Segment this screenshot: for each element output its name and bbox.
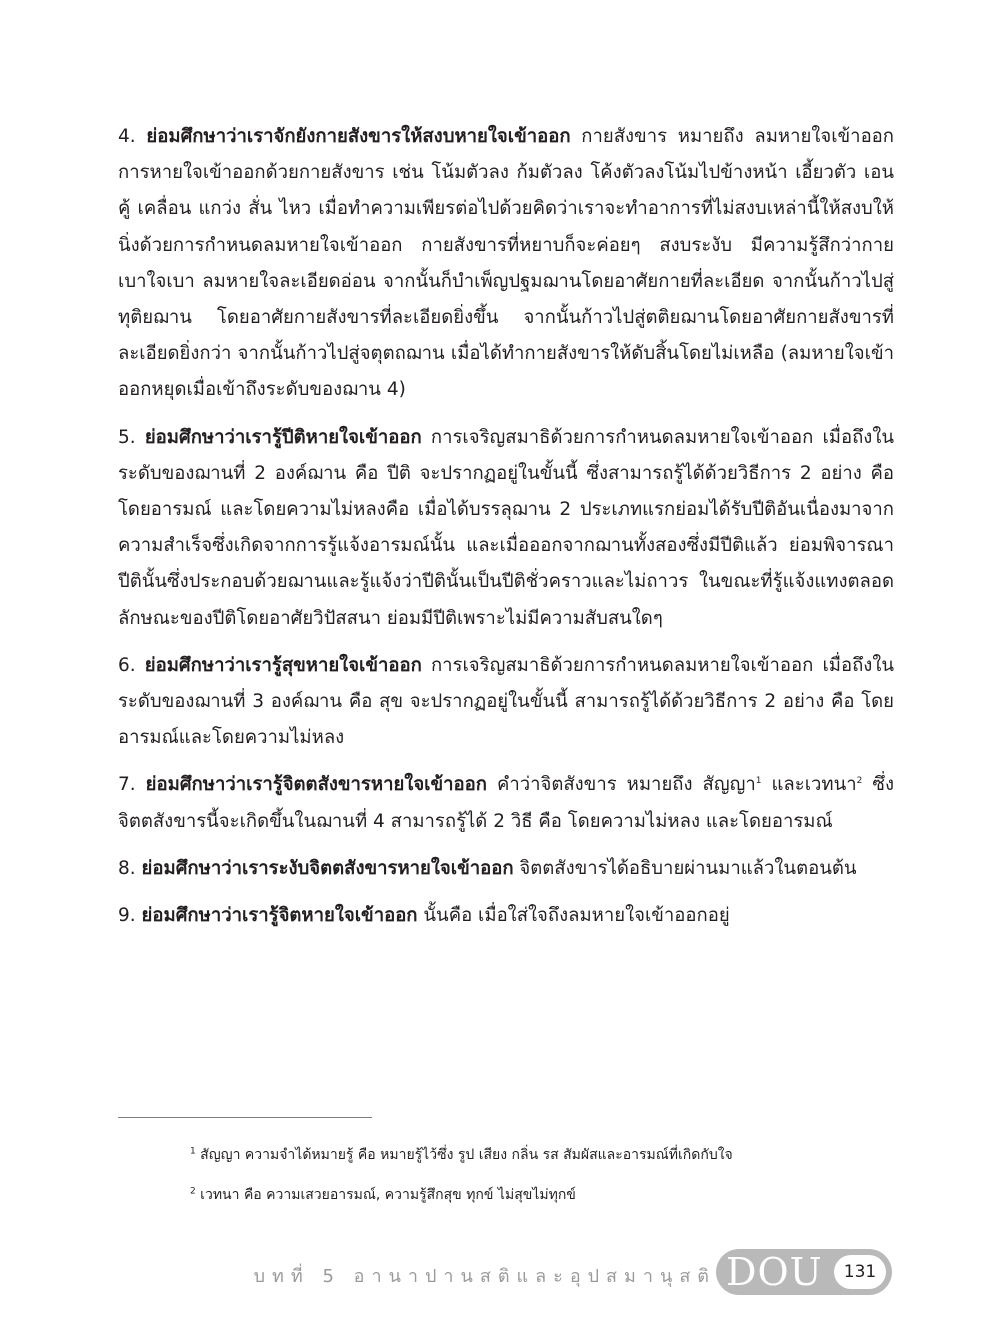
paragraph-number: 9. [118, 905, 136, 927]
paragraph-text: คำว่าจิตสังขาร หมายถึง สัญญา [486, 774, 756, 796]
footnote-ref-2[interactable]: 2 [856, 776, 863, 787]
footnote-ref-1[interactable]: 1 [755, 776, 762, 787]
paragraph-number: 8. [118, 857, 136, 879]
paragraph-heading: ย่อมศึกษาว่าเรารู้ปีติหายใจเข้าออก [144, 426, 422, 448]
footnotes [190, 1146, 890, 1226]
paragraph-text: การเจริญสมาธิด้วยการกำหนดลมหายใจเข้าออก เมื่อถึงในระดับของฌานที่ 3 องค์ฌาน คือ สุข จะปรากฏอยู่ในขั้นนี้ สามารถรู้ได้ด้วยวิธีการ 2 อย่าง คือ โดยอารมณ์และโดยความไม่หลง [118, 654, 894, 749]
paragraph-5 [118, 420, 894, 637]
page-footer [0, 1243, 1000, 1299]
paragraph-heading: ย่อมศึกษาว่าเรารู้จิตหายใจเข้าออก [141, 905, 418, 927]
paragraph-heading: ย่อมศึกษาว่าเรารู้สุขหายใจเข้าออก [144, 654, 422, 676]
footnote-mark: 1 [190, 1146, 196, 1157]
paragraph-number: 7. [118, 774, 136, 796]
paragraph-6 [118, 648, 894, 757]
paragraph-text: การเจริญสมาธิด้วยการกำหนดลมหายใจเข้าออก เมื่อถึงในระดับของฌานที่ 2 องค์ฌาน คือ ปีติ จะปรากฏอยู่ในขั้นนี้ ซึ่งสามารถรู้ได้ด้วยวิธีการ 2 อย่าง คือ โดยอารมณ์ และโดยความไม่หลงคือ เมื่อได้บรรลุฌาน 2 ประเภทแรกย่อมได้รับปีติอันเนื่องมาจากความสำเร็จซึ่งเกิดจากการรู้แจ้งอารมณ์นั้น และเมื่อออกจากฌานทั้งสองซึ่งมีปีติแล้ว ย่อมพิจารณาปีตินั้นซึ่งประกอบด้วยฌานและรู้แจ้งว่าปีตินั้นเป็นปีติชั่วคราวและไม่ถาวร ในขณะที่รู้แจ้งแทงตลอดลักษณะของปีติโดยอาศัยวิปัสสนา ย่อมมีปีติเพราะไม่มีความสับสนใดๆ [118, 426, 894, 629]
page-number: 131 [834, 1255, 886, 1289]
paragraph-8 [118, 851, 894, 887]
dou-logo: DOU [726, 1250, 823, 1294]
page-badge [716, 1249, 892, 1295]
paragraph-7 [118, 767, 894, 839]
paragraph-text: และเวทนา [761, 774, 857, 796]
page-body [118, 119, 894, 945]
paragraph-4 [118, 119, 894, 409]
footnote-text: เวทนา คือ ความเสวยอารมณ์, ความรู้สึกสุข ทุกข์ ไม่สุขไม่ทุกข์ [195, 1187, 576, 1203]
paragraph-heading: ย่อมศึกษาว่าเรารู้จิตตสังขารหายใจเข้าออก [145, 774, 487, 796]
footnote-mark: 2 [190, 1186, 196, 1197]
paragraph-text: จิตตสังขารได้อธิบายผ่านมาแล้วในตอนต้น [513, 857, 857, 879]
paragraph-text: กายสังขาร หมายถึง ลมหายใจเข้าออก การหายใจเข้าออกด้วยกายสังขาร เช่น โน้มตัวลง ก้มตัวลง โค้งตัวลงโน้มไปข้างหน้า เอี้ยวตัว เอน คู้ เคลื่อน แกว่ง สั่น ไหว เมื่อทำความเพียรต่อไปด้วยคิดว่าเราจะทำอาการที่ไม่สงบเหล่านี้ให้สงบให้นิ่งด้วยการกำหนดลมหายใจเข้าออก กายสังขารที่หยาบก็จะค่อยๆ สงบระงับ มีความรู้สึกว่ากายเบาใจเบา ลมหายใจละเอียดอ่อน จากนั้นก็บำเพ็ญปฐมฌานโดยอาศัยกายที่ละเอียด จากนั้นก้าวไปสู่ทุติยฌาน โดยอาศัยกายสังขารที่ละเอียดยิ่งขึ้น จากนั้นก้าวไปสู่ตติยฌานโดยอาศัยกายสังขารที่ละเอียดยิ่งกว่า จากนั้นก้าวไปสู่จตุตถฌาน เมื่อได้ทำกายสังขารให้ดับสิ้นโดยไม่เหลือ (ลมหายใจเข้าออกหยุดเมื่อเข้าถึงระดับของฌาน 4) [118, 126, 894, 401]
paragraph-number: 5. [118, 426, 136, 448]
paragraph-heading: ย่อมศึกษาว่าเราจักยังกายสังขารให้สงบหายใจเข้าออก [146, 126, 571, 147]
paragraph-number: 6. [118, 654, 136, 676]
footnote-2 [190, 1186, 890, 1204]
footnote-divider [118, 1117, 372, 1118]
paragraph-text: นั้นคือ เมื่อใส่ใจถึงลมหายใจเข้าออกอยู่ [417, 905, 730, 927]
paragraph-9 [118, 898, 894, 934]
footnote-1 [190, 1146, 890, 1164]
footnote-text: สัญญา ความจำได้หมายรู้ คือ หมายรู้ไว้ซึ่ง รูป เสียง กลิ่น รส สัมผัสและอารมณ์ที่เกิดกับใจ [195, 1147, 733, 1163]
paragraph-text: ซึ่งจิตตสังขารนี้จะเกิดขึ้นในฌานที่ 4 สามารถรู้ได้ 2 วิธี คือ โดยความไม่หลง และโดยอารมณ์ [118, 774, 894, 832]
chapter-title: บทที่ 5 อานาปานสติและอุปสมานุสติ [253, 1266, 716, 1287]
paragraph-number: 4. [118, 126, 136, 147]
paragraph-heading: ย่อมศึกษาว่าเราระงับจิตตสังขารหายใจเข้าออก [141, 857, 514, 879]
